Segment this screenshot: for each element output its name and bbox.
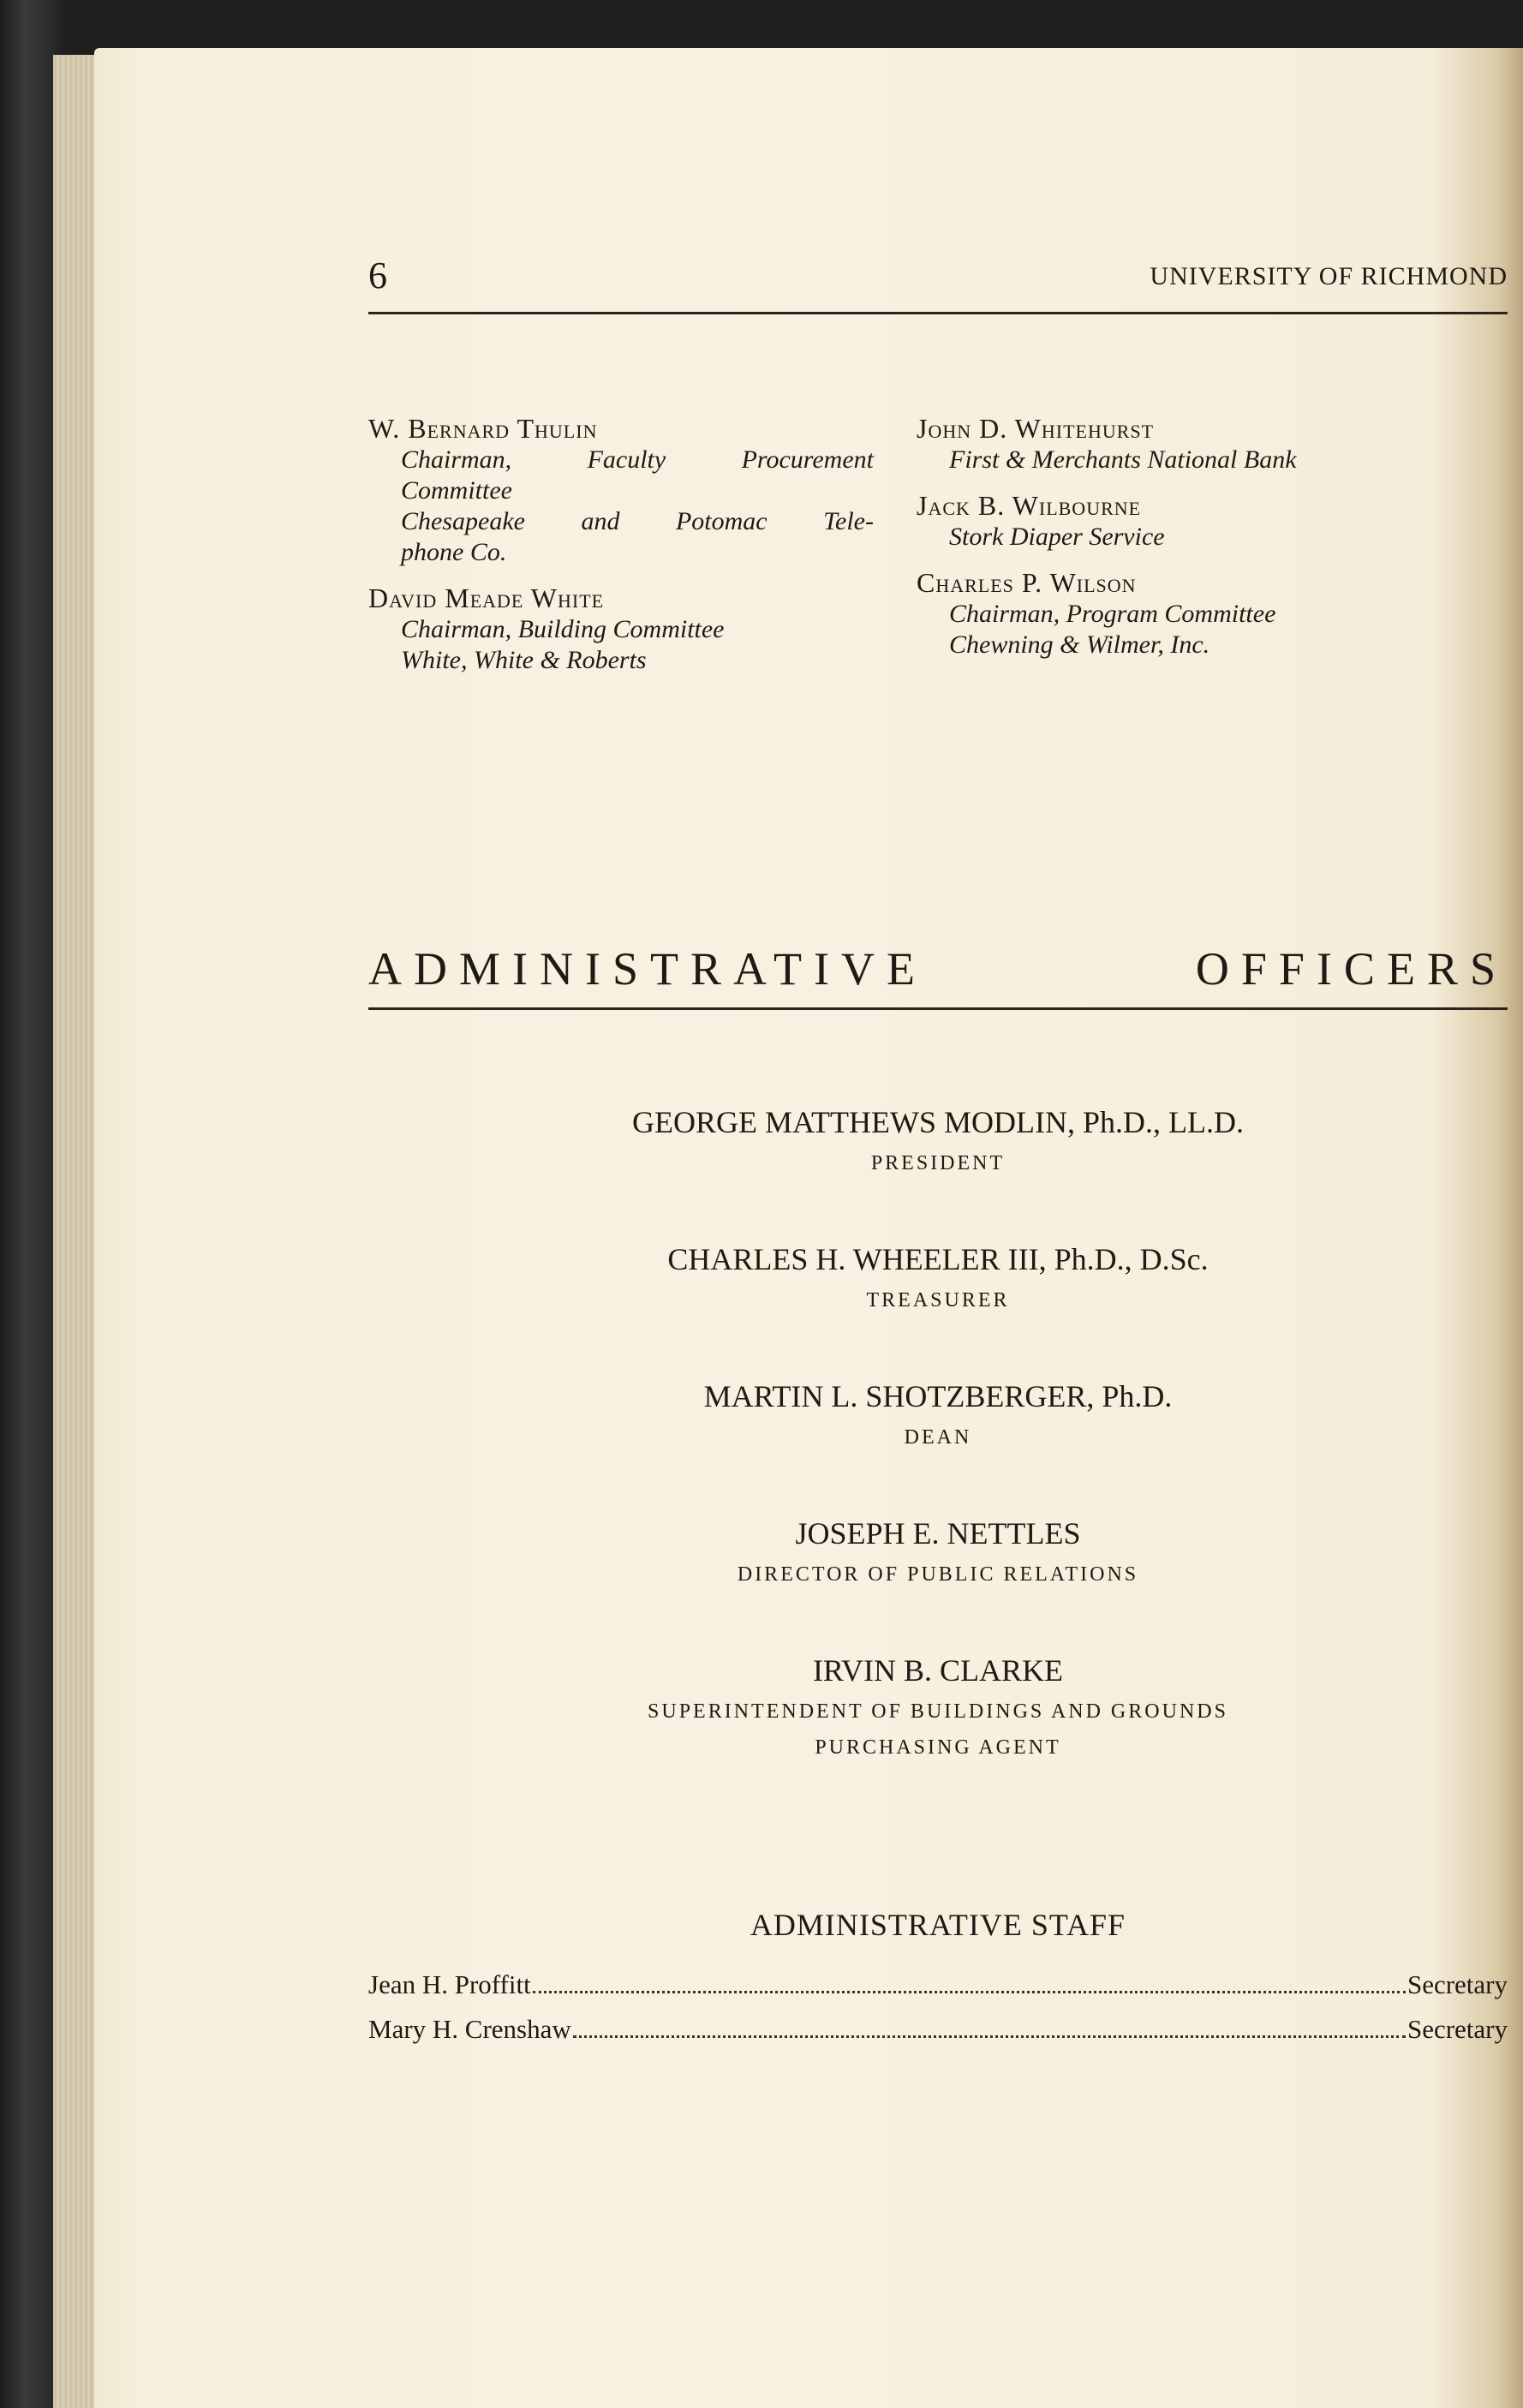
officer-entry [368, 1652, 1508, 1765]
officer-name: CHARLES H. WHEELER III, Ph.D., D.Sc. [667, 1242, 1209, 1276]
staff-name: Jean H. Proffitt [368, 1969, 531, 1999]
member-name: John D. Whitehurst [917, 413, 1155, 444]
member-affiliation: Chewning & Wilmer, Inc. [949, 630, 1210, 659]
member-affiliation: White, White & Roberts [401, 646, 647, 674]
member-role: Chairman, Faculty Procurement [401, 445, 874, 474]
staff-role: Secretary [1407, 1969, 1508, 1999]
member-role: Chairman, Program Committee [949, 600, 1276, 628]
page-header [368, 252, 1508, 314]
member-name: Charles P. Wilson [917, 567, 1137, 598]
council-entry [917, 489, 1508, 553]
member-affiliation: Chesapeake and Potomac Tele- [401, 507, 874, 535]
officer-entry [368, 1377, 1508, 1455]
member-name: W. Bernard Thulin [368, 413, 598, 444]
council-column-right [917, 412, 1508, 674]
council-entry [368, 582, 874, 676]
officer-title: PURCHASING AGENT [815, 1736, 1061, 1759]
member-affiliation: Stork Diaper Service [949, 523, 1165, 551]
section-heading: ADMINISTRATIVE OFFICERS [368, 941, 1508, 1010]
dot-leader [533, 1991, 1406, 1993]
officer-title: SUPERINTENDENT OF BUILDINGS AND GROUNDS [648, 1700, 1228, 1723]
council-entry [368, 412, 874, 568]
officer-entry [368, 1103, 1508, 1180]
council-column-left [368, 412, 874, 690]
running-head: UNIVERSITY OF RICHMOND [1150, 262, 1508, 290]
council-entry [917, 566, 1508, 660]
officer-name: GEORGE MATTHEWS MODLIN, Ph.D., LL.D. [632, 1105, 1244, 1139]
officer-title: DEAN [904, 1426, 972, 1449]
page-number: 6 [368, 254, 387, 296]
staff-row [368, 2007, 1508, 2052]
officer-title: PRESIDENT [870, 1152, 1006, 1174]
officer-title: DIRECTOR OF PUBLIC RELATIONS [737, 1563, 1139, 1586]
officer-name: IRVIN B. CLARKE [812, 1653, 1064, 1688]
member-role: Chairman, Building Committee [401, 615, 725, 643]
officer-entry [368, 1240, 1508, 1318]
officer-title: TREASURER [866, 1289, 1010, 1312]
member-name: Jack B. Wilbourne [917, 490, 1142, 521]
member-role: Committee [401, 476, 512, 505]
staff-role: Secretary [1407, 2014, 1508, 2044]
staff-list [368, 1963, 1508, 2052]
staff-row [368, 1963, 1508, 2007]
council-entry [917, 412, 1508, 475]
staff-name: Mary H. Crenshaw [368, 2014, 571, 2044]
officers-list [368, 1103, 1508, 1765]
officer-name: MARTIN L. SHOTZBERGER, Ph.D. [703, 1379, 1173, 1413]
member-name: David Meade White [368, 583, 605, 613]
dot-leader [573, 2035, 1406, 2038]
officer-entry [368, 1515, 1508, 1592]
staff-heading: ADMINISTRATIVE STAFF [750, 1908, 1126, 1942]
page-sheet [94, 48, 1523, 2408]
officer-name: JOSEPH E. NETTLES [795, 1516, 1081, 1551]
member-affiliation: phone Co. [401, 538, 507, 566]
member-affiliation: First & Merchants National Bank [949, 445, 1297, 474]
